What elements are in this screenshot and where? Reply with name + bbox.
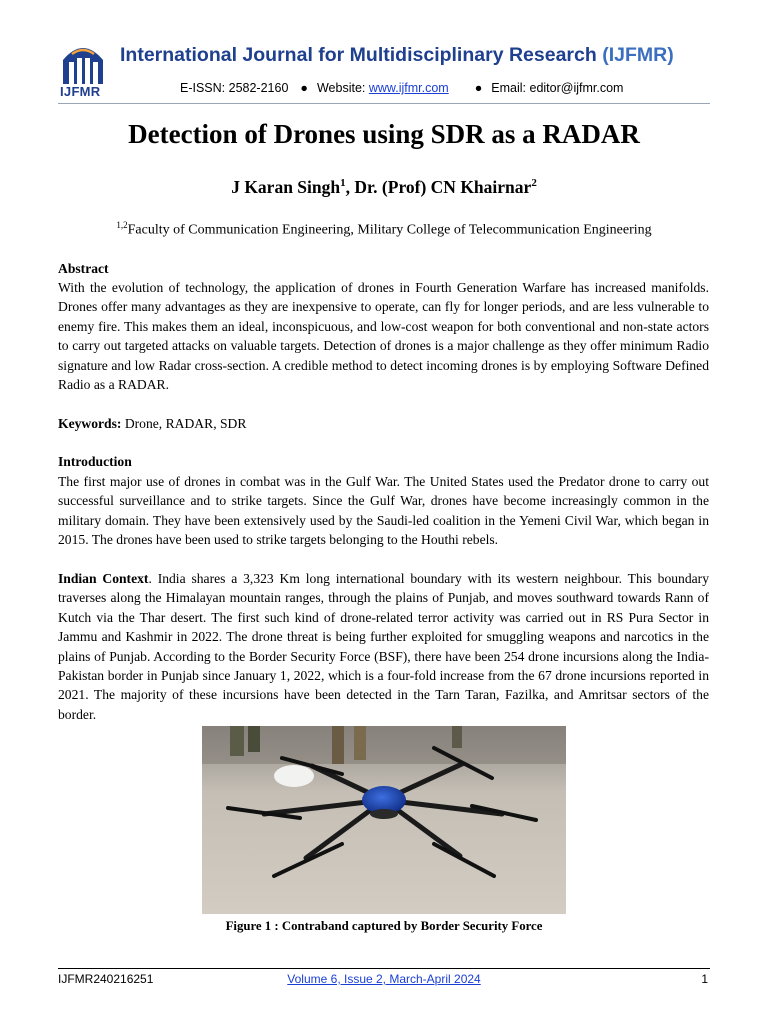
abstract-paragraph: With the evolution of technology, the application of drones in Fourth Generation Warfare has increased manifolds. Drones offer many advantages as they are inexpensive to operate, can fly for longer periods, and are less vulnerable to enemy fire. This makes them an ideal, inconspicuous, and low-cost weapon for both conventional and non-state actors to carry out targeted attacks on valuable targets. Detection of drones is a major challenge as they offer minimum Radio signature and low Radar cross-section. A credible method to detect incoming drones is by employing Software Defined Radio as a RADAR. (58, 280, 709, 393)
logo-text: IJFMR (60, 84, 101, 99)
author-2: , Dr. (Prof) CN Khairnar (345, 177, 532, 197)
eissn: E-ISSN: 2582-2160 (180, 81, 289, 95)
affiliation-sup: 1,2 (116, 220, 128, 230)
journal-meta (180, 81, 623, 95)
email: Email: editor@ijfmr.com (491, 81, 624, 95)
footer-page-number: 1 (701, 972, 708, 986)
author-2-sup: 2 (531, 177, 537, 190)
keywords-text: Drone, RADAR, SDR (121, 416, 247, 431)
introduction-heading: Introduction (58, 454, 132, 469)
website-link[interactable]: www.ijfmr.com (368, 81, 449, 95)
figure-caption: Figure 1 : Contraband captured by Border Security Force (225, 919, 543, 933)
journal-title (120, 44, 674, 67)
header-divider (58, 103, 710, 104)
author-1: J Karan Singh (231, 177, 341, 197)
affiliation (0, 220, 768, 239)
author-1-sup: 1 (340, 177, 346, 190)
keywords (58, 414, 709, 433)
footer-divider (58, 968, 710, 969)
journal-name: International Journal for Multidisciplinary Research (120, 44, 597, 66)
footer-volume (0, 972, 768, 986)
introduction-paragraph: The first major use of drones in combat was in the Gulf War. The United States used the Predator drone to carry out successful surveillance and to strike targets. Since the Gulf War, drones have become increasingly common in the military domain. They have been extensively used by the Saudi-led coalition in the Yemeni Civil War, which began in 2015. The drones have been used to strike targets belonging to the Houthi rebels. (58, 474, 709, 548)
footer-volume-link[interactable]: Volume 6, Issue 2, March-April 2024 (287, 972, 481, 986)
journal-abbr: (IJFMR) (602, 44, 674, 66)
paper-title: Detection of Drones using SDR as a RADAR (128, 119, 640, 149)
drone-photo-illustration (202, 726, 566, 914)
bullet-icon: ● (474, 81, 483, 95)
bullet-icon: ● (300, 81, 308, 95)
website-label: Website: (316, 81, 366, 95)
indian-context-text: . India shares a 3,323 Km long international boundary with its western neighbour. This boundary traverses along the Himalayan mountain ranges, through the plains of Punjab, and moves southward towards Rann of Kutch via the Thar desert. The first such kind of drone-related terror activity was carried out in RS Pura Sector in Jammu and Kashmir in 2022. The drone threat is being further exploited for smuggling weapons and narcotics in the plains of Punjab. According to the Border Security Force (BSF), there have been 254 drone incursions along the India-Pakistan border in Punjab since January 1, 2022, which is a four-fold increase from the 67 drone incursions reported in 2021. The majority of these incursions have been detected in the Tarn Taran, Fazilka, and Amritsar sectors of the border. (58, 571, 709, 722)
footer-paper-id: IJFMR240216251 (58, 972, 154, 986)
indian-context-paragraph (58, 569, 709, 724)
authors (0, 177, 768, 198)
indian-context-label: Indian Context (58, 571, 149, 586)
abstract-heading: Abstract (58, 261, 109, 276)
abstract-text (58, 278, 709, 394)
keywords-label: Keywords: (58, 416, 122, 431)
affiliation-text: Faculty of Communication Engineering, Military College of Telecommunication Engineering (127, 222, 652, 238)
figure-drone-photo (202, 726, 566, 914)
